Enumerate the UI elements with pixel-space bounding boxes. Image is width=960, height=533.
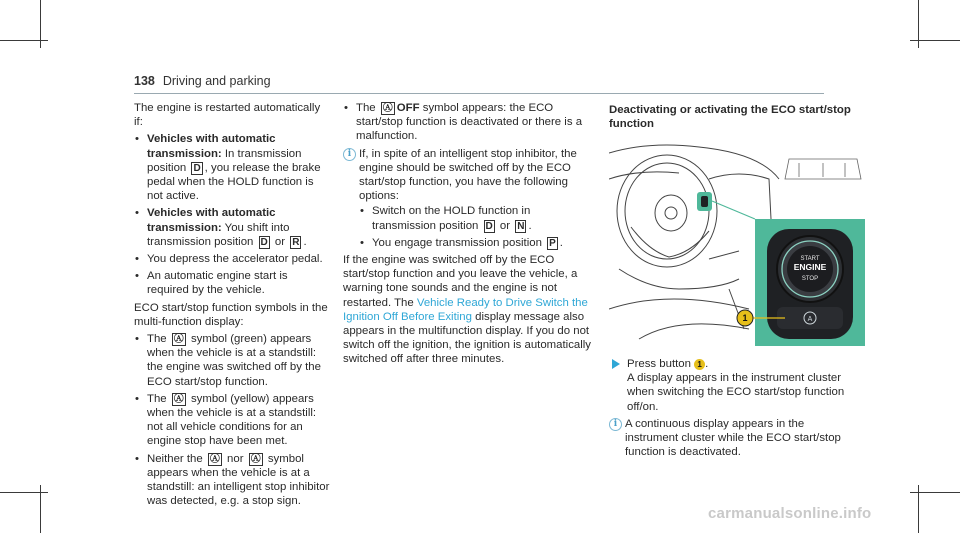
crop-mark [910,40,960,41]
stop-label: STOP [801,276,819,282]
gear-d-icon: D [193,162,201,174]
dashboard-illustration [609,139,865,346]
gear-d-icon: D [485,220,493,232]
list-item: • Vehicles with automatic transmission: You shift into transmission position D or R . [134,206,332,249]
page-number: 138 [134,74,155,88]
header-rule [134,93,824,94]
eco-start-stop-icon: Ⓐ [382,103,393,114]
gear-d-icon: D [260,236,268,248]
list-item: • Vehicles with automatic transmission: In transmission position D , you release the brake pedal when the HOLD function is not active. [134,132,332,203]
step-arrow-icon [612,359,620,369]
gear-n-icon: N [517,220,525,232]
gear-r-icon: R [292,236,300,248]
start-stop-button-illustration [609,139,865,346]
column-middle [343,101,595,370]
list-item: • Neither the Ⓐ nor Ⓐ symbol appears when the vehicle is at a standstill: an intelligent stop inhibitor was detected, e.g. a stop sign. [134,452,332,509]
eco-start-stop-icon: Ⓐ [173,334,184,346]
instruction-step: Press button 1 . A display appears in the instrument cluster when switching the ECO start/stop function off/on. [609,357,859,414]
callout-number: 1 [694,359,705,370]
callout-number: 1 [742,313,748,323]
engine-label: ENGINE [793,262,827,272]
crop-mark [0,492,48,493]
crop-mark [0,40,48,41]
list-item: • The Ⓐ symbol (green) appears when the vehicle is at a standstill: the engine was switched off by the ECO start/stop function. [134,332,332,389]
info-icon: i [609,418,622,431]
section-heading: Deactivating or activating the ECO start/stop function [609,104,851,131]
warning-paragraph: If the engine was switched off by the ECO start/stop function and you leave the vehicle, a warning tone sounds and the engine is not restarted. The Vehicle Ready to Drive Switch the Ignition Off Before Exiting display message also appears in the multifunction display. If you do not switch off the ignition, the ignition is automatically switched off after three minutes. [343,254,591,366]
list-item: • You depress the accelerator pedal. [134,252,332,266]
gear-p-icon: P [549,237,556,249]
column-right [609,357,859,462]
info-icon: i [343,148,356,161]
restart-intro: The engine is restarted automatically if: [134,102,321,129]
info-note: i A continuous display appears in the instrument cluster while the ECO start/stop function is deactivated. [609,417,859,460]
list-item: • Switch on the HOLD function in transmission position D or N . [359,204,595,232]
page-header [134,74,271,88]
eco-start-stop-icon: Ⓐ [209,453,220,465]
watermark: carmanualsonline.info [708,505,872,522]
eco-start-stop-crossed-icon: Ⓐ [173,393,184,405]
list-item: • You engage transmission position P . [359,236,595,250]
start-label: START [800,256,820,262]
info-note: i If, in spite of an intelligent stop inhibitor, the engine should be switched off by the ECO start/stop function, you have the following options: • Switch on the HOLD function in transmission position D or N . • You engage transmission position P . [343,147,595,250]
crop-mark [910,492,960,493]
symbols-intro: ECO start/stop function symbols in the multi-function display: [134,301,328,328]
display-message-link[interactable]: Vehicle Ready to Drive Switch the Ignition Off Before Exiting [343,296,588,323]
eco-start-stop-crossed-icon: Ⓐ [250,453,261,465]
list-item: • The Ⓐ symbol (yellow) appears when the vehicle is at a standstill: not all vehicle conditions for an engine stop have been met. [134,392,332,449]
svg-text:A: A [807,316,813,323]
step-result: A display appears in the instrument cluster when switching the ECO start/stop function off/on. [627,372,845,413]
list-item: • The Ⓐ OFF symbol appears: the ECO start/stop function is deactivated or there is a malfunction. [343,101,595,144]
column-left [134,101,332,511]
list-item: • An automatic engine start is required by the vehicle. [134,269,332,297]
section-title: Driving and parking [162,74,271,88]
